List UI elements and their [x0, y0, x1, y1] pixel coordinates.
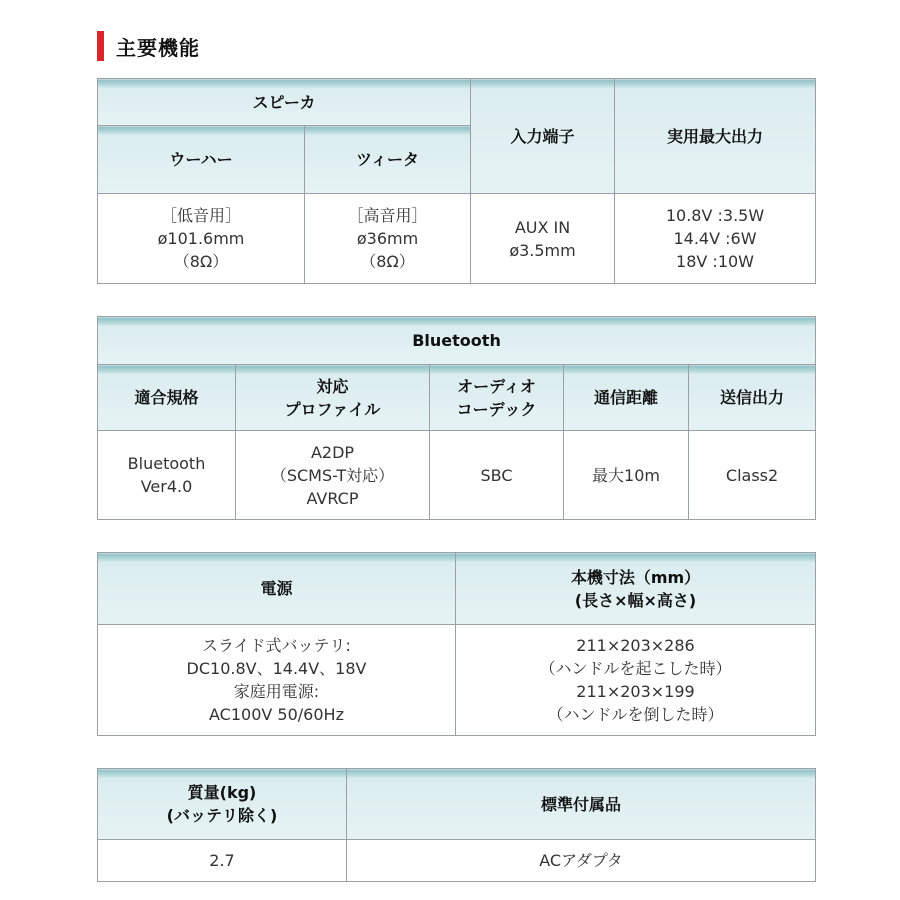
range-value: 最大10m [564, 431, 689, 520]
mass-header: 質量(kg) (バッテリ除く) [98, 769, 347, 840]
section-heading [97, 30, 200, 62]
standard-value: Bluetooth Ver4.0 [98, 431, 236, 520]
heading-accent-bar [97, 31, 104, 61]
input-terminal-header: 入力端子 [471, 79, 615, 194]
accessory-value: ACアダプタ [347, 840, 816, 882]
max-output-value: 10.8V :3.5W 14.4V :6W 18V :10W [615, 194, 816, 284]
transmit-power-header: 送信出力 [689, 365, 816, 431]
codec-header: オーディオ コーデック [430, 365, 564, 431]
input-terminal-value: AUX IN ø3.5mm [471, 194, 615, 284]
transmit-power-value: Class2 [689, 431, 816, 520]
speaker-header: スピーカ [98, 79, 471, 126]
codec-value: SBC [430, 431, 564, 520]
tweeter-header: ツィータ [305, 126, 471, 194]
accessory-header: 標準付属品 [347, 769, 816, 840]
bluetooth-header: Bluetooth [98, 317, 816, 365]
woofer-header: ウーハー [98, 126, 305, 194]
dimension-header: 本機寸法（mm） (長さ×幅×高さ) [456, 553, 816, 625]
power-value: スライド式バッテリ: DC10.8V、14.4V、18V 家庭用電源: AC100V 50/60Hz [98, 625, 456, 736]
mass-value: 2.7 [98, 840, 347, 882]
range-header: 通信距離 [564, 365, 689, 431]
section-title: 主要機能 [116, 35, 200, 60]
power-header: 電源 [98, 553, 456, 625]
power-spec-table [97, 552, 816, 736]
max-output-header: 実用最大出力 [615, 79, 816, 194]
bluetooth-spec-table [97, 316, 816, 520]
profile-header: 対応 プロファイル [236, 365, 430, 431]
profile-value: A2DP （SCMS-T対応） AVRCP [236, 431, 430, 520]
tweeter-value: ［高音用］ ø36mm （8Ω） [305, 194, 471, 284]
dimension-value: 211×203×286 （ハンドルを起こした時） 211×203×199 （ハンドルを倒した時） [456, 625, 816, 736]
speaker-spec-table [97, 78, 816, 284]
standard-header: 適合規格 [98, 365, 236, 431]
mass-spec-table [97, 768, 816, 882]
woofer-value: ［低音用］ ø101.6mm （8Ω） [98, 194, 305, 284]
